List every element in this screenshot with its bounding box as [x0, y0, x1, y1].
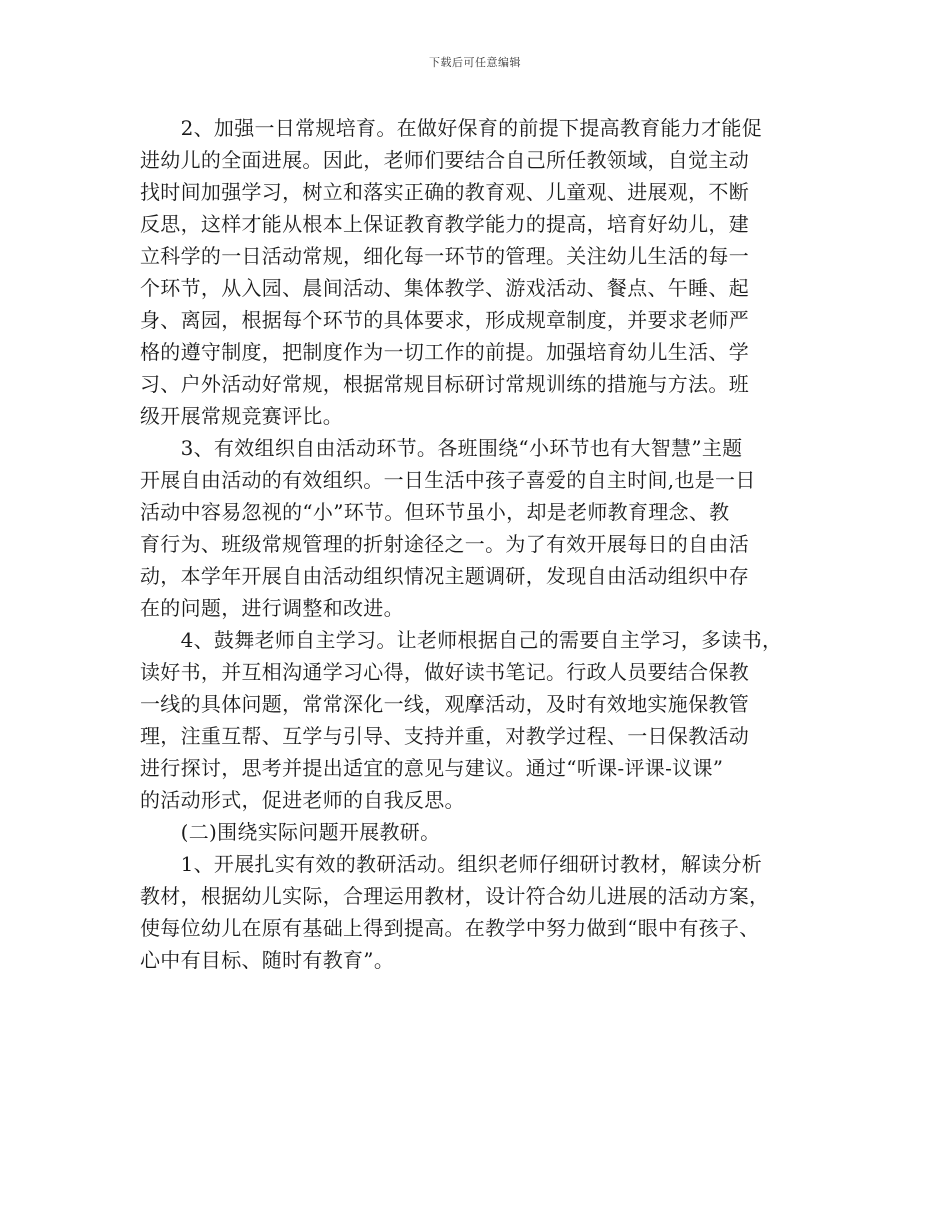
text-line: 读好书，并互相沟通学习心得，做好读书笔记。行政人员要结合保教	[140, 660, 749, 684]
text-line: 动，本学年开展自由活动组织情况主题调研，发现自由活动组织中存	[140, 564, 749, 588]
text-line: 1、开展扎实有效的教研活动。组织老师仔细研讨教材，解读分析	[140, 852, 763, 876]
text-line: 4、鼓舞老师自主学习。让老师根据自己的需要自主学习，多读书，	[140, 628, 783, 652]
text-line: 进行探讨，思考并提出适宜的意见与建议。通过“听课-评课-议课”	[140, 756, 724, 780]
body-text	[140, 112, 820, 976]
text-line: 反思，这样才能从根本上保证教育教学能力的提高，培育好幼儿，建	[140, 212, 749, 236]
text-line: 教材，根据幼儿实际，合理运用教材，设计符合幼儿进展的活动方案，	[140, 884, 770, 908]
text-line: 育行为、班级常规管理的折射途径之一。为了有效开展每日的自由活	[140, 532, 749, 556]
text-line: (二)围绕实际问题开展教研。	[140, 820, 441, 844]
text-line: 使每位幼儿在原有基础上得到提高。在教学中努力做到“眼中有孩子、	[140, 916, 760, 940]
text-line: 开展自由活动的有效组织。一日生活中孩子喜爱的自主时间,也是一日	[140, 468, 756, 492]
text-line: 级开展常规竞赛评比。	[140, 404, 343, 428]
text-line: 的活动形式，促进老师的自我反思。	[140, 788, 465, 812]
text-line: 一线的具体问题，常常深化一线，观摩活动，及时有效地实施保教管	[140, 692, 749, 716]
text-line: 格的遵守制度，把制度作为一切工作的前提。加强培育幼儿生活、学	[140, 340, 749, 364]
text-line: 理，注重互帮、互学与引导、支持并重，对教学过程、一日保教活动	[140, 724, 749, 748]
text-line: 心中有目标、随时有教育”。	[140, 948, 395, 972]
text-line: 习、户外活动好常规，根据常规目标研讨常规训练的措施与方法。班	[140, 372, 749, 396]
text-line: 找时间加强学习，树立和落实正确的教育观、儿童观、进展观，不断	[140, 180, 749, 204]
text-line: 进幼儿的全面进展。因此，老师们要结合自己所任教领域，自觉主动	[140, 148, 749, 172]
text-line: 2、加强一日常规培育。在做好保育的前提下提高教育能力才能促	[140, 116, 763, 140]
text-line: 个环节，从入园、晨间活动、集体教学、游戏活动、餐点、午睡、起	[140, 276, 749, 300]
text-line: 在的问题，进行调整和改进。	[140, 596, 404, 620]
text-line: 3、有效组织自由活动环节。各班围绕“小环节也有大智慧”主题	[140, 436, 743, 460]
page-header: 下载后可任意编辑	[429, 56, 521, 69]
text-line: 身、离园，根据每个环节的具体要求，形成规章制度，并要求老师严	[140, 308, 749, 332]
text-line: 活动中容易忽视的“小”环节。但环节虽小，却是老师教育理念、教	[140, 500, 730, 524]
text-line: 立科学的一日活动常规，细化每一环节的管理。关注幼儿生活的每一	[140, 244, 749, 268]
